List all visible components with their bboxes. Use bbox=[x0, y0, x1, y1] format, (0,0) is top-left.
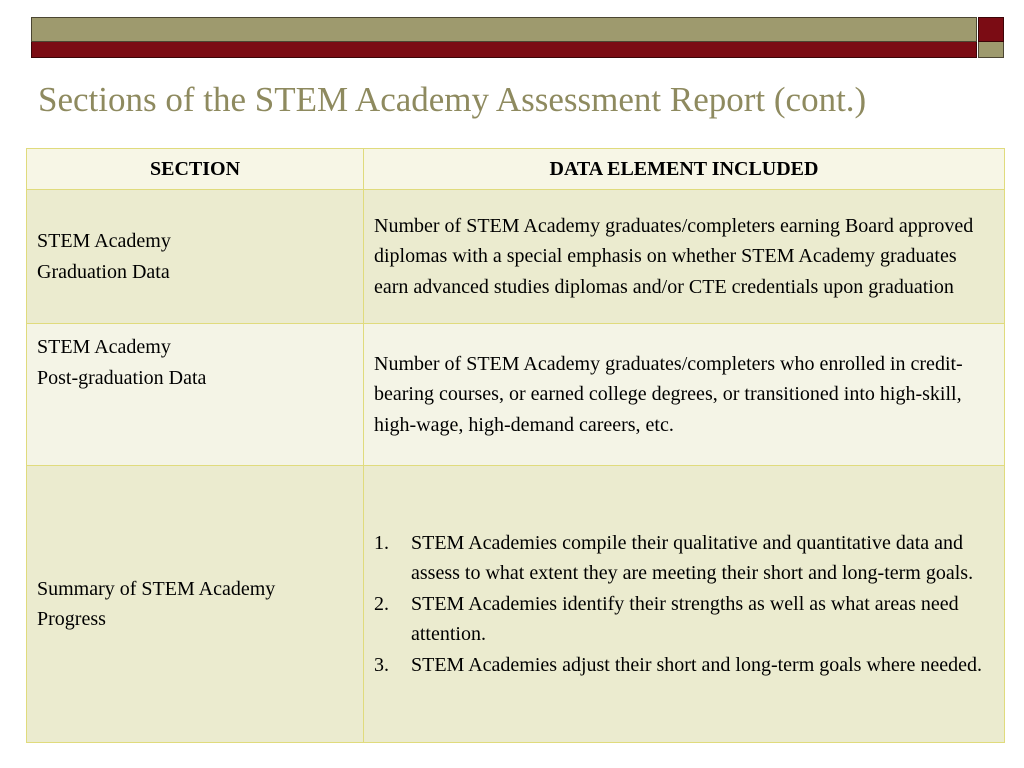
table-row bbox=[27, 324, 1005, 466]
data-element-cell bbox=[364, 466, 1005, 743]
summary-steps-list bbox=[374, 528, 994, 681]
list-text: STEM Academies adjust their short and long-term goals where needed. bbox=[411, 653, 982, 676]
section-label-line: Summary of STEM Academy bbox=[37, 577, 276, 600]
list-item bbox=[374, 650, 994, 681]
section-label-line: STEM Academy bbox=[37, 336, 171, 358]
slide-title: Sections of the STEM Academy Assessment Report (cont.) bbox=[38, 80, 867, 119]
data-element-cell: Number of STEM Academy graduates/completers earning Board approved diplomas with a special emphasis on whether STEM Academy graduates earn advanced studies diplomas and/or CTE credentials upon graduation bbox=[364, 190, 1005, 324]
list-number: 1. bbox=[374, 531, 389, 554]
header-square-red bbox=[978, 17, 1004, 42]
list-text: STEM Academies identify their strengths as well as what areas need attention. bbox=[411, 592, 959, 646]
list-number: 3. bbox=[374, 653, 389, 676]
list-item bbox=[374, 528, 994, 589]
header-square-olive bbox=[978, 42, 1004, 58]
section-cell bbox=[27, 190, 364, 324]
table-row bbox=[27, 190, 1005, 324]
data-element-cell: Number of STEM Academy graduates/completers who enrolled in credit-bearing courses, or earned college degrees, or transitioned into high-skill, high-wage, high-demand careers, etc. bbox=[364, 324, 1005, 466]
header-data-element: DATA ELEMENT INCLUDED bbox=[364, 149, 1005, 190]
list-item bbox=[374, 589, 994, 650]
header-bar-olive bbox=[31, 17, 977, 42]
list-number: 2. bbox=[374, 592, 389, 615]
section-label-line: Post-graduation Data bbox=[37, 366, 207, 389]
header-bar-red bbox=[31, 42, 977, 58]
header-section: SECTION bbox=[27, 149, 364, 190]
section-label-line: STEM Academy bbox=[37, 230, 171, 252]
table-row bbox=[27, 466, 1005, 743]
table-header-row bbox=[27, 149, 1005, 190]
section-label-line: Progress bbox=[37, 608, 106, 630]
section-cell bbox=[27, 466, 364, 743]
section-label-line: Graduation Data bbox=[37, 260, 170, 283]
report-sections-table bbox=[26, 148, 1005, 743]
section-cell bbox=[27, 324, 364, 466]
list-text: STEM Academies compile their qualitative and quantitative data and assess to what extent they are meeting their short and long-term goals. bbox=[411, 531, 974, 585]
